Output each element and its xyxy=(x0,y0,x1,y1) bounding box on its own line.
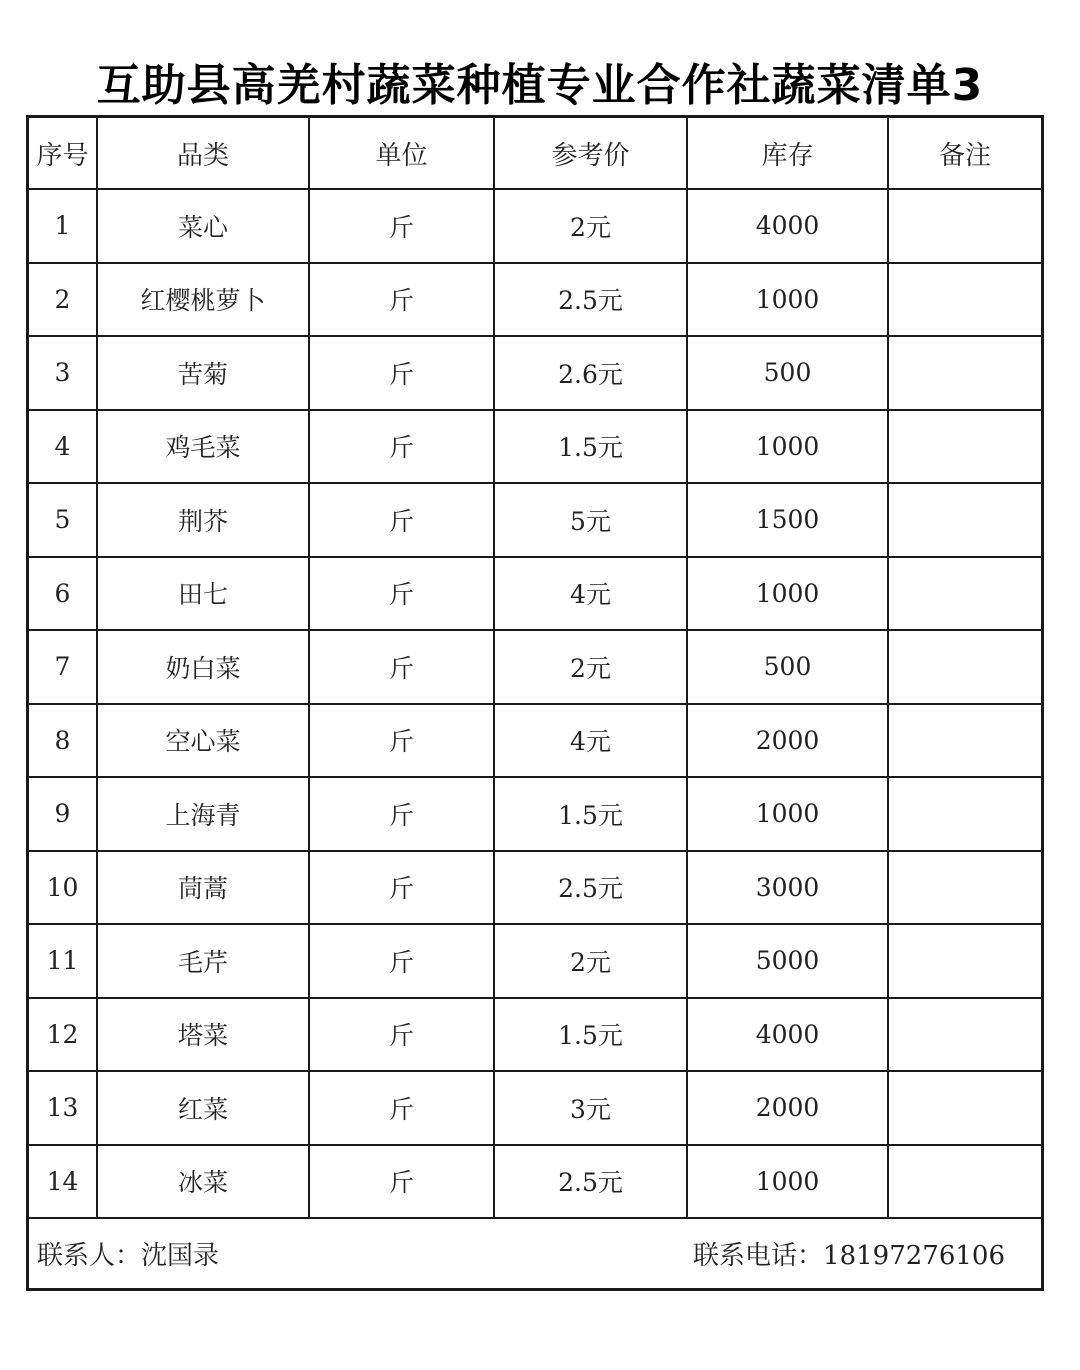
cell-stock: 1000 xyxy=(687,410,888,484)
cell-unit: 斤 xyxy=(309,704,494,778)
cell-reference-price: 1.5元 xyxy=(494,998,687,1072)
cell-remarks xyxy=(888,557,1041,631)
table-row xyxy=(29,557,1041,631)
cell-index: 3 xyxy=(29,336,97,410)
cell-stock: 2000 xyxy=(687,704,888,778)
cell-category: 田七 xyxy=(97,557,309,631)
table-row xyxy=(29,630,1041,704)
cell-index: 1 xyxy=(29,189,97,263)
cell-index: 10 xyxy=(29,851,97,925)
cell-unit: 斤 xyxy=(309,483,494,557)
table-header-row xyxy=(29,118,1041,189)
cell-category: 菜心 xyxy=(97,189,309,263)
cell-unit: 斤 xyxy=(309,410,494,484)
cell-remarks xyxy=(888,483,1041,557)
table-row xyxy=(29,189,1041,263)
table-row xyxy=(29,851,1041,925)
cell-remarks xyxy=(888,189,1041,263)
cell-remarks xyxy=(888,336,1041,410)
cell-remarks xyxy=(888,851,1041,925)
cell-reference-price: 1.5元 xyxy=(494,410,687,484)
cell-category: 塔菜 xyxy=(97,998,309,1072)
cell-index: 2 xyxy=(29,263,97,337)
header-unit: 单位 xyxy=(309,118,494,189)
cell-index: 13 xyxy=(29,1071,97,1145)
cell-index: 9 xyxy=(29,777,97,851)
table-row xyxy=(29,777,1041,851)
cell-stock: 3000 xyxy=(687,851,888,925)
cell-reference-price: 3元 xyxy=(494,1071,687,1145)
contact-footer xyxy=(29,1217,1041,1285)
table-row xyxy=(29,1145,1041,1219)
table-row xyxy=(29,410,1041,484)
cell-index: 7 xyxy=(29,630,97,704)
cell-reference-price: 1.5元 xyxy=(494,777,687,851)
cell-unit: 斤 xyxy=(309,630,494,704)
table-row xyxy=(29,483,1041,557)
header-stock: 库存 xyxy=(687,118,888,189)
table-row xyxy=(29,704,1041,778)
header-category: 品类 xyxy=(97,118,309,189)
cell-stock: 500 xyxy=(687,336,888,410)
contact-phone: 联系电话：18197276106 xyxy=(693,1241,1005,1271)
cell-unit: 斤 xyxy=(309,998,494,1072)
cell-category: 茼蒿 xyxy=(97,851,309,925)
cell-unit: 斤 xyxy=(309,777,494,851)
cell-category: 苦菊 xyxy=(97,336,309,410)
table-row xyxy=(29,263,1041,337)
cell-remarks xyxy=(888,1145,1041,1219)
cell-reference-price: 2.5元 xyxy=(494,263,687,337)
cell-index: 6 xyxy=(29,557,97,631)
header-remarks: 备注 xyxy=(888,118,1041,189)
cell-stock: 1500 xyxy=(687,483,888,557)
cell-reference-price: 2元 xyxy=(494,924,687,998)
cell-reference-price: 2.5元 xyxy=(494,851,687,925)
vegetable-table xyxy=(29,118,1041,1219)
cell-unit: 斤 xyxy=(309,189,494,263)
table-row xyxy=(29,336,1041,410)
cell-stock: 1000 xyxy=(687,1145,888,1219)
cell-category: 空心菜 xyxy=(97,704,309,778)
cell-remarks xyxy=(888,630,1041,704)
cell-index: 12 xyxy=(29,998,97,1072)
cell-remarks xyxy=(888,924,1041,998)
cell-unit: 斤 xyxy=(309,924,494,998)
cell-index: 5 xyxy=(29,483,97,557)
table-row xyxy=(29,998,1041,1072)
cell-unit: 斤 xyxy=(309,851,494,925)
cell-stock: 1000 xyxy=(687,263,888,337)
cell-unit: 斤 xyxy=(309,557,494,631)
cell-remarks xyxy=(888,777,1041,851)
cell-index: 11 xyxy=(29,924,97,998)
cell-remarks xyxy=(888,263,1041,337)
page-title: 互助县高羌村蔬菜种植专业合作社蔬菜清单3 xyxy=(96,60,984,111)
vegetable-list-sheet xyxy=(26,115,1044,1291)
cell-category: 红菜 xyxy=(97,1071,309,1145)
cell-stock: 1000 xyxy=(687,777,888,851)
cell-unit: 斤 xyxy=(309,336,494,410)
cell-remarks xyxy=(888,1071,1041,1145)
cell-stock: 500 xyxy=(687,630,888,704)
cell-category: 上海青 xyxy=(97,777,309,851)
cell-category: 冰菜 xyxy=(97,1145,309,1219)
cell-stock: 2000 xyxy=(687,1071,888,1145)
cell-category: 红樱桃萝卜 xyxy=(97,263,309,337)
cell-reference-price: 2.6元 xyxy=(494,336,687,410)
header-index: 序号 xyxy=(29,118,97,189)
cell-stock: 4000 xyxy=(687,998,888,1072)
cell-category: 毛芹 xyxy=(97,924,309,998)
cell-stock: 1000 xyxy=(687,557,888,631)
cell-remarks xyxy=(888,410,1041,484)
cell-reference-price: 4元 xyxy=(494,704,687,778)
cell-index: 14 xyxy=(29,1145,97,1219)
contact-person: 联系人：沈国录 xyxy=(37,1241,220,1271)
cell-reference-price: 5元 xyxy=(494,483,687,557)
cell-unit: 斤 xyxy=(309,1071,494,1145)
cell-reference-price: 4元 xyxy=(494,557,687,631)
table-row xyxy=(29,924,1041,998)
table-row xyxy=(29,1071,1041,1145)
cell-category: 鸡毛菜 xyxy=(97,410,309,484)
cell-index: 8 xyxy=(29,704,97,778)
cell-category: 荆芥 xyxy=(97,483,309,557)
header-reference-price: 参考价 xyxy=(494,118,687,189)
cell-reference-price: 2元 xyxy=(494,189,687,263)
cell-remarks xyxy=(888,704,1041,778)
cell-unit: 斤 xyxy=(309,263,494,337)
cell-stock: 5000 xyxy=(687,924,888,998)
cell-stock: 4000 xyxy=(687,189,888,263)
cell-reference-price: 2元 xyxy=(494,630,687,704)
cell-index: 4 xyxy=(29,410,97,484)
cell-unit: 斤 xyxy=(309,1145,494,1219)
cell-reference-price: 2.5元 xyxy=(494,1145,687,1219)
cell-remarks xyxy=(888,998,1041,1072)
cell-category: 奶白菜 xyxy=(97,630,309,704)
